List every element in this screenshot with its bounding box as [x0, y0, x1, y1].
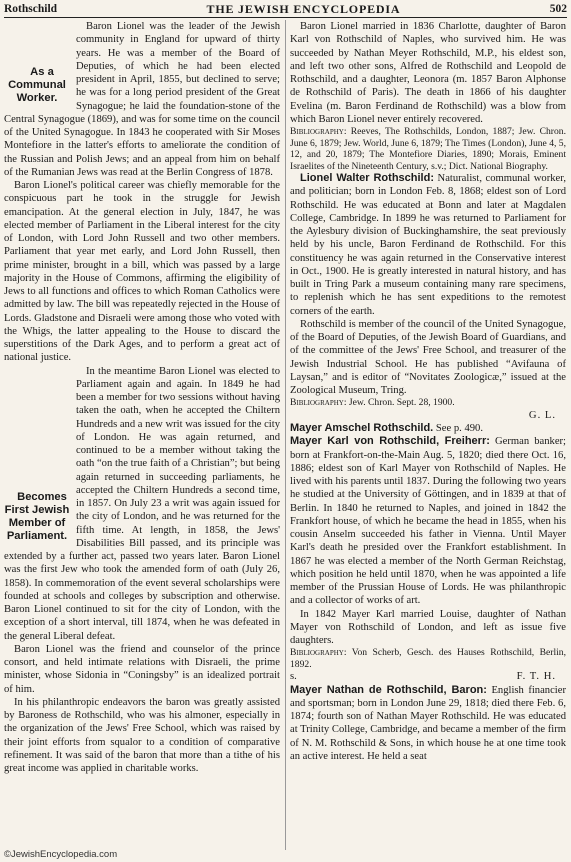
author-signature-row [290, 670, 566, 683]
site-watermark: ©JewishEncyclopedia.com [4, 849, 118, 860]
left-column [4, 20, 280, 775]
paragraph-communal-leader [4, 20, 280, 179]
author-signature: G. L. [528, 409, 556, 421]
paragraph-marriage: Baron Lionel married in 1836 Charlotte, daughter of Baron Karl von Rothschild of Naples, who survived him. He was succeeded by Nathan Meyer Rothschild, M.P., his eldest son, and left two other sons, Alfred de Rothschild and Leopold de Rothschild, and a daughter, Leonora (m. 1857 Baron Alphonse de Rothschild of Paris). The death in 1866 of his daughter Evelina (m. Baron Ferdinand de Rothschild) was a blow from which Baron Lionel never entirely recovered. [290, 21, 566, 125]
entry-heading: Mayer Nathan de Rothschild, Baron: [290, 683, 487, 696]
side-heading-first-jewish-mp: Becomes First Jewish Member of Parliament. [4, 490, 70, 542]
paragraph-parliament [4, 365, 280, 643]
entry-text: See p. 490. [435, 423, 483, 434]
entry-mayer-karl [290, 435, 566, 607]
paragraph-text: In the meantime Baron Lionel was elected to Parliament again and again. In 1849 he had been a member for two sessions without having taken the oath, when he accepted the Chiltern Hundreds and a new writ was issued for the city of London. He was again returned, and continued to be a member without taking the oath “on the true faith of a Christian”; but being again returned in succeeding parliaments, he accepted the Chiltern Hundreds a second time, in 1857. On July 23 a writ was again issued for the city of London, and he was returned for the fifth time. At length, in 1858, the Jews' Disabilities Bill passed, and its principle was extended by a further act, passed two years later. Baron Lionel was the first Jew who took the amended form of oath (July 26, 1858). In commemoration of the event several scholarships were founded at schools and colleges by subscription and otherwise. Baron Lionel continued to sit for the city of London, with the exception of a short interval, till 1874, when he was defeated in the general Liberal defeat. [4, 365, 280, 642]
column-divider [285, 20, 286, 850]
bibliography-label: Bibliography: [290, 647, 347, 659]
entry-heading: Lionel Walter Rothschild: [300, 172, 434, 184]
right-column [290, 20, 566, 763]
header-title: THE JEWISH ENCYCLOPEDIA [206, 1, 401, 16]
side-heading-communal-worker: As a Communal Worker. [8, 66, 66, 104]
bibliography-lionel-walter [290, 397, 566, 409]
entry-heading: Mayer Amschel Rothschild. [290, 422, 434, 434]
header-rule [4, 17, 567, 18]
bibliography-label: Bibliography: [290, 397, 347, 409]
bibliography-label: Bibliography: [290, 126, 347, 137]
signature-class: s. [290, 671, 297, 683]
paragraph-text: Baron Lionel was the leader of the Jewish community in England for upward of thirty years. He was a member of the Board of Deputies, of which he had been elected president in April, 1855, but declined to serve; he was for a long period president of the Great Synagogue; he laid the foundation-stone of the Central Synagogue (1869), and was for some time on the council of the United Synagogue. In 1843 he cooperated with Sir Moses Montefiore in the latter's efforts to ameliorate the condition of the Russian and Polish Jews; and an appeal from him on behalf of the Rumanian Jews was read at the Berlin Congress of 1878. [4, 21, 280, 178]
author-signature: F. T. H. [516, 671, 556, 683]
entry-text: Naturalist, communal worker, and politician; born in London Feb. 8, 1868; eldest son of Lord Rothschild. He was educated at Bonn and later at Magdalen College, Cambridge. In 1899 he was returned to Parliament for the Aylesbury division of Buckinghamshire, the seat previously held by his uncle, Baron Ferdinand de Rothschild. For this constituency he was again returned in the Conservative interest in Oct., 1900. He is greatly interested in natural history, and has built in Tring Park a museum containing many rare specimens, to replenish which he has sent expeditions to the remotest corners of the earth. [290, 173, 566, 317]
header-section-name: Rothschild [4, 3, 58, 15]
entry-heading: Mayer Karl von Rothschild, Freiherr: [290, 435, 490, 448]
entry-text: English financier and sportsman; born in London June 29, 1818; died there Feb. 6, 1874; fourth son of Nathan Mayer Rothschild. He was educated at Trinity College, Cambridge, and became a member of the firm of N. M. Rothschild & Sons, in which house he at one time took an active interest. He held a seat [290, 684, 566, 762]
paragraph-philanthropy: In his philanthropic endeavors the baron was greatly assisted by Baroness de Rothschild, who was his almoner, especially in the organization of the Jews' Free School, which was raised by their joint efforts from squalor to a condition of comparative refinement. It was said of the baron that more than a tithe of his great income was applied in charitable works. [4, 696, 280, 774]
paragraph-prince-consort: Baron Lionel was the friend and counselor of the prince consort, and held intimate relations with Disraeli, the prime minister, whose Sidonia in “Coningsby” is an idealized portrait of him. [4, 643, 280, 695]
paragraph-political-career: Baron Lionel's political career was chiefly memorable for the conspicuous part he took in the struggle for Jewish emancipation. At the general election in July, 1847, he was elected member of Parliament in the Liberal interest for the city of London, with Lord John Russell and two other members. Parliament that year met early, and Lord John Russell, then prime minister, brought in a bill, which was passed by a large majority in the House of Commons, affirming the eligibility of Jews to all functions and offices to which Roman Catholics were admitted by law. The bill was repeatedly rejected in the House of Lords. Gladstone and Disraeli were among those who voted with the Whigs, the latter appealing to the House to discard the superstitions of the Dark Ages, and to perform a great act of national justice. [4, 180, 280, 364]
bibliography-mayer-karl [290, 647, 566, 670]
page-header [4, 2, 567, 16]
bibliography-text: Jew. Chron. Sept. 28, 1900. [348, 397, 455, 409]
bibliography-text: Reeves, The Rothschilds, London, 1887; Jew. Chron. June 6, 1879; Jew. World, June 6, 1879; The Times (London), June 4, 5, 12, and 20, 1879; The Montefiore Diaries, 1890; Morais, Eminent Israelites of the Nineteenth Century, s.v.; Dict. National Biography. [290, 126, 566, 172]
bibliography-text: Von Scherb, Gesch. des Hauses Rothschild, Berlin, 1892. [290, 647, 567, 670]
entry-mayer-amschel [290, 422, 566, 435]
paragraph-lionel-walter-council: Rothschild is member of the council of the United Synagogue, of the Board of Deputies, of the Jewish Board of Guardians, and of the committee of the Jews' Free School, and treasurer of the Jewish Industrial School. He has published “Avifauna of Laysan,” and is editor of “Novitates Zoologicæ,” issued at the Zoological Museum, Tring. [290, 318, 566, 396]
header-page-number: 502 [549, 3, 567, 15]
entry-lionel-walter [290, 172, 566, 318]
entry-mayer-nathan [290, 684, 566, 764]
paragraph-mayer-karl-marriage: In 1842 Mayer Karl married Louise, daughter of Nathan Mayer von Rothschild of London, and left as issue five daughters. [290, 608, 566, 646]
entry-text: German banker; born at Frankfort-on-the-Main Aug. 5, 1820; died there Oct. 16, 1886; eldest son of Karl Mayer von Rothschild of Naples. He lived with his parents until 1837. During the following two years he studied at the University of Göttingen, and in 1839 at that of Berlin. In 1840 he returned to Naples, and joined in 1842 the Frankfort house, of which he became the head in 1855, when his cousin Anselm succeeded his father in Vienna. Until Mayer Karl's death he presided over the Frankfort establishment. In 1867 he was elected a member of the North German Reichstag, which position he held until 1870, when he was appointed a life member of the Prussian House of Lords. He was philanthropic and a collector of works of art. [290, 436, 566, 607]
bibliography-lionel [290, 126, 566, 172]
